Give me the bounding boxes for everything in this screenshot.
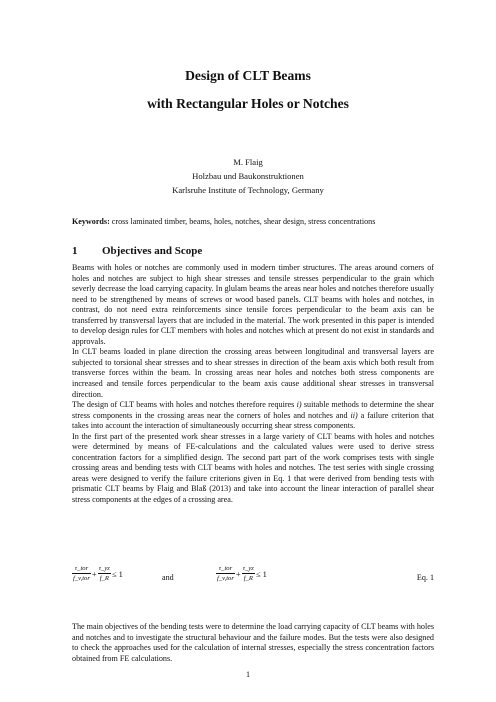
fraction-tor <box>72 564 91 583</box>
keywords-label: Keywords: <box>72 217 110 226</box>
paper-title-line1: Design of CLT Beams <box>185 68 311 83</box>
plus-sign: + <box>235 568 241 579</box>
fraction-yz <box>98 564 111 583</box>
equation-left-criterion <box>72 564 124 583</box>
fraction-numerator: τ_yz <box>242 565 254 572</box>
paragraph-3 <box>72 400 434 432</box>
fraction-numerator: τ_tor <box>72 564 91 574</box>
affiliation-line1: Holzbau und Baukonstruktionen <box>192 171 304 181</box>
author-name: M. Flaig <box>233 157 263 167</box>
page-number: 1 <box>245 670 251 679</box>
equation-right-criterion <box>216 564 268 583</box>
equation-and: and <box>162 573 174 582</box>
paragraph-3-part-c: a failure criterion that takes into account the interaction of simultaneously occurring shear stress components. <box>72 410 435 431</box>
paragraph-4: In the first part of the presented work shear stresses in a large variety of CLT beams with holes and notches were determined by means of FE-calculations and the calculated values were used to derive stress concentration factors for a simplified design. The second part part of the work comprises tests with single crossing areas and bending tests with CLT beams with holes and notches. The test series with single crossing areas were designed to verify the failure criterions given in Eq. 1 that were derived from bending tests with prismatic CLT beams by Flaig and Blaß (2013) and take into account the linear interaction of parallel shear stress components at the edges of a crossing area. <box>72 431 434 505</box>
plus-sign: + <box>91 568 97 579</box>
leq-one: ≤ 1 <box>111 568 123 579</box>
paragraph-3-marker-ii: ii) <box>350 410 358 420</box>
keywords <box>72 217 432 227</box>
body-text-upper <box>72 263 434 506</box>
section-title: Objectives and Scope <box>102 245 203 257</box>
leq-one: ≤ 1 <box>255 568 267 579</box>
fraction-tor <box>216 564 235 583</box>
fraction-numerator: τ_yz <box>98 565 110 572</box>
section-number: 1 <box>72 245 78 257</box>
equation-1 <box>72 564 434 592</box>
paragraph-5: The main objectives of the bending tests were to determine the load carrying capacity of CLT beams with holes and notches and to investigate the structural behaviour and the failure modes. But the tests were also designed to check the approaches used for the calculation of internal stresses, especially the stress concentration factors obtained from FE calculations. <box>72 622 434 663</box>
paragraph-3-marker-i: i) <box>296 400 302 410</box>
paragraph-3-part-a: The design of CLT beams with holes and notches therefore requires <box>72 400 297 410</box>
section-heading <box>72 244 432 258</box>
paper-title-line2: with Rectangular Holes or Notches <box>147 96 349 111</box>
equation-label: Eq. 1 <box>416 573 434 582</box>
body-text-lower <box>72 622 434 664</box>
paragraph-1: Beams with holes or notches are commonly used in modern timber structures. The areas around corners of holes and notches are subject to high shear stresses and tensile stresses perpendicular to the grain which severly decrease the load carrying capacity. In glulam beams the areas near holes and notches therefore usually need to be strengthened by means of screws or wood based panels. CLT beams with holes and notches, in contrast, do not need extra reinforcements since tensile forces perpendicular to the beam axis can be transferred by transversal layers that are included in the material. The work presented in this paper is intended to develop design rules for CLT members with holes and notches which at present do not exist in standards and approvals. <box>72 263 434 346</box>
fraction-denominator: f_v,tor <box>217 575 234 582</box>
fraction-yz <box>242 564 255 583</box>
paragraph-2: In CLT beams loaded in plane direction the crossing areas between longitudinal and transversal layers are subjected to torsional shear stresses and to shear stresses in direction of the beam axis which both result from transverse forces within the beam. In crossing areas near holes and notches both stress components are increased and tensile forces perpendicular to the beam axis cause additional shear stresses in transversal direction. <box>72 347 434 399</box>
fraction-denominator: f_R <box>99 575 109 582</box>
fraction-numerator: τ_tor <box>216 564 235 574</box>
fraction-denominator: f_R <box>243 575 253 582</box>
affiliation-line2: Karlsruhe Institute of Technology, Germany <box>172 185 324 195</box>
keywords-text: cross laminated timber, beams, holes, notches, shear design, stress concentrations <box>109 217 376 226</box>
fraction-denominator: f_v,tor <box>73 575 90 582</box>
paragraph-3-part-b: suitable methods to determine the shear stress components in the crossing areas near the corners of holes and notches and <box>72 400 434 420</box>
